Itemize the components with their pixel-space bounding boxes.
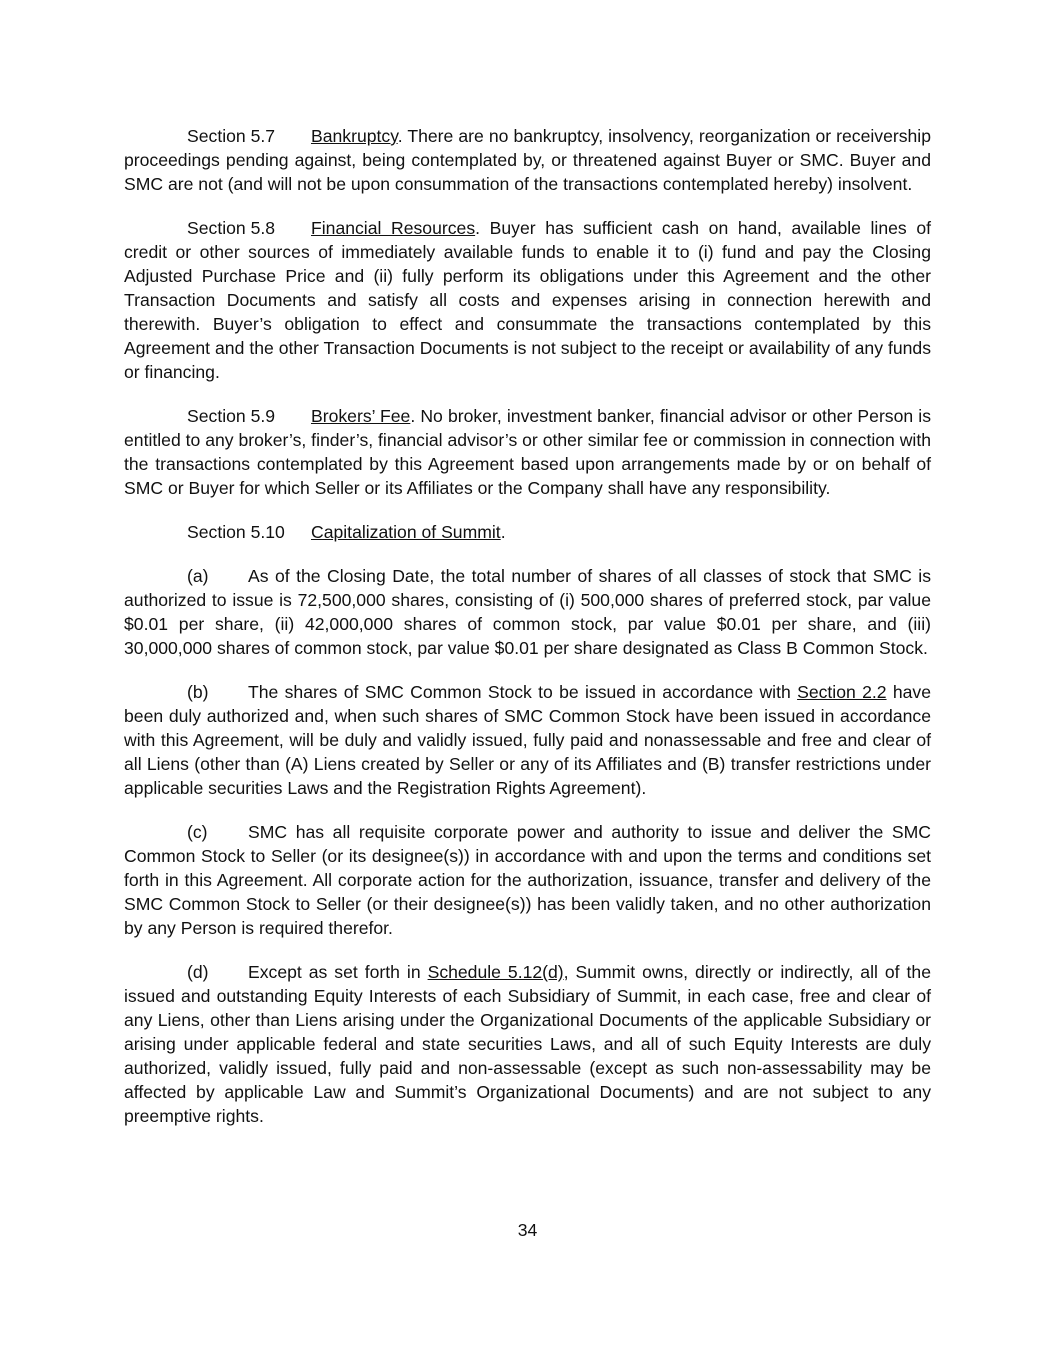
subsection-label: (c) bbox=[187, 822, 208, 842]
subsection-a bbox=[124, 564, 931, 660]
page-number: 34 bbox=[517, 1220, 538, 1240]
section-body: . No broker, investment banker, financial advisor or other Person is entitled to any broker’s, finder’s, financial advisor’s or other similar fee or commission in connection with the transactions contemplated by this Agreement based upon arrangements made by or on behalf of SMC or Buyer for which Seller or its Affiliates or the Company shall have any responsibility. bbox=[124, 406, 932, 498]
subsection-c bbox=[124, 820, 931, 940]
section-title: Capitalization of Summit bbox=[311, 522, 501, 542]
section-number: Section 5.7 bbox=[187, 126, 276, 146]
subsection-label: (b) bbox=[187, 682, 209, 702]
subsection-text-continued: , Summit owns, directly or indirectly, all of the issued and outstanding Equity Interests of each Subsidiary of Summit, in each case, free and clear of any Liens, other than Liens arising under the Organizational Documents of the applicable Subsidiary or arising under applicable federal and state securities Laws, and all of such Equity Interests are duly authorized, validly issued, fully paid and non-assessable (except as such non-assessability may be affected by applicable Law and Summit’s Organizational Documents) and are not subject to any preemptive rights. bbox=[124, 962, 931, 1126]
section-5-7 bbox=[124, 124, 931, 196]
section-5-10 bbox=[124, 520, 931, 544]
section-5-8 bbox=[124, 216, 931, 384]
section-number: Section 5.10 bbox=[187, 522, 285, 542]
subsection-text-continued: have been duly authorized and, when such shares of SMC Common Stock have been issued in accordance with this Agreement, will be duly and validly issued, fully paid and nonassessable and free and clear of all Liens (other than (A) Liens created by Seller or any of its Affiliates and (B) transfer restrictions under applicable securities Laws and the Registration Rights Agreement). bbox=[124, 682, 932, 798]
section-number: Section 5.9 bbox=[187, 406, 276, 426]
section-title: Financial Resources bbox=[311, 218, 476, 238]
cross-reference: Section 2.2 bbox=[797, 682, 887, 702]
section-body: . There are no bankruptcy, insolvency, reorganization or receivership proceedings pending against, being contemplated by, or threatened against Buyer or SMC. Buyer and SMC are not (and will not be upon consummation of the transactions contemplated hereby) insolvent. bbox=[124, 126, 931, 194]
subsection-label: (a) bbox=[187, 566, 209, 586]
subsection-text: As of the Closing Date, the total number of shares of all classes of stock that SMC is authorized to issue is 72,500,000 shares, consisting of (i) 500,000 shares of preferred stock, par value $0.01 per share, (ii) 42,000,000 shares of common stock, par value $0.01 per share, and (iii) 30,000,000 shares of common stock, par value $0.01 per share designated as Class B Common Stock. bbox=[124, 566, 931, 658]
subsection-text: Except as set forth in bbox=[248, 962, 428, 982]
section-title: Brokers’ Fee bbox=[311, 406, 411, 426]
subsection-b bbox=[124, 680, 931, 800]
subsection-label: (d) bbox=[187, 962, 209, 982]
subsection-text: SMC has all requisite corporate power and authority to issue and deliver the SMC Common Stock to Seller (or its designee(s)) in accordance with and upon the terms and conditions set forth in this Agreement. All corporate action for the authorization, issuance, transfer and delivery of the SMC Common Stock to Seller (or their designee(s)) has been validly taken, and no other authorization by any Person is required therefor. bbox=[124, 822, 931, 938]
section-5-9 bbox=[124, 404, 931, 500]
section-body: . bbox=[500, 522, 506, 542]
subsection-text: The shares of SMC Common Stock to be issued in accordance with bbox=[248, 682, 798, 702]
section-number: Section 5.8 bbox=[187, 218, 276, 238]
section-body: . Buyer has sufficient cash on hand, available lines of credit or other sources of immediately available funds to enable it to (i) fund and pay the Closing Adjusted Purchase Price and (ii) fully perform its obligations under this Agreement and the other Transaction Documents and satisfy all costs and expenses arising in connection herewith and therewith. Buyer’s obligation to effect and consummate the transactions contemplated by this Agreement and the other Transaction Documents is not subject to the receipt or availability of any funds or financing. bbox=[124, 218, 931, 382]
cross-reference: Schedule 5.12(d) bbox=[427, 962, 564, 982]
document-page bbox=[124, 124, 931, 1148]
section-title: Bankruptcy bbox=[311, 126, 398, 146]
subsection-d bbox=[124, 960, 931, 1128]
